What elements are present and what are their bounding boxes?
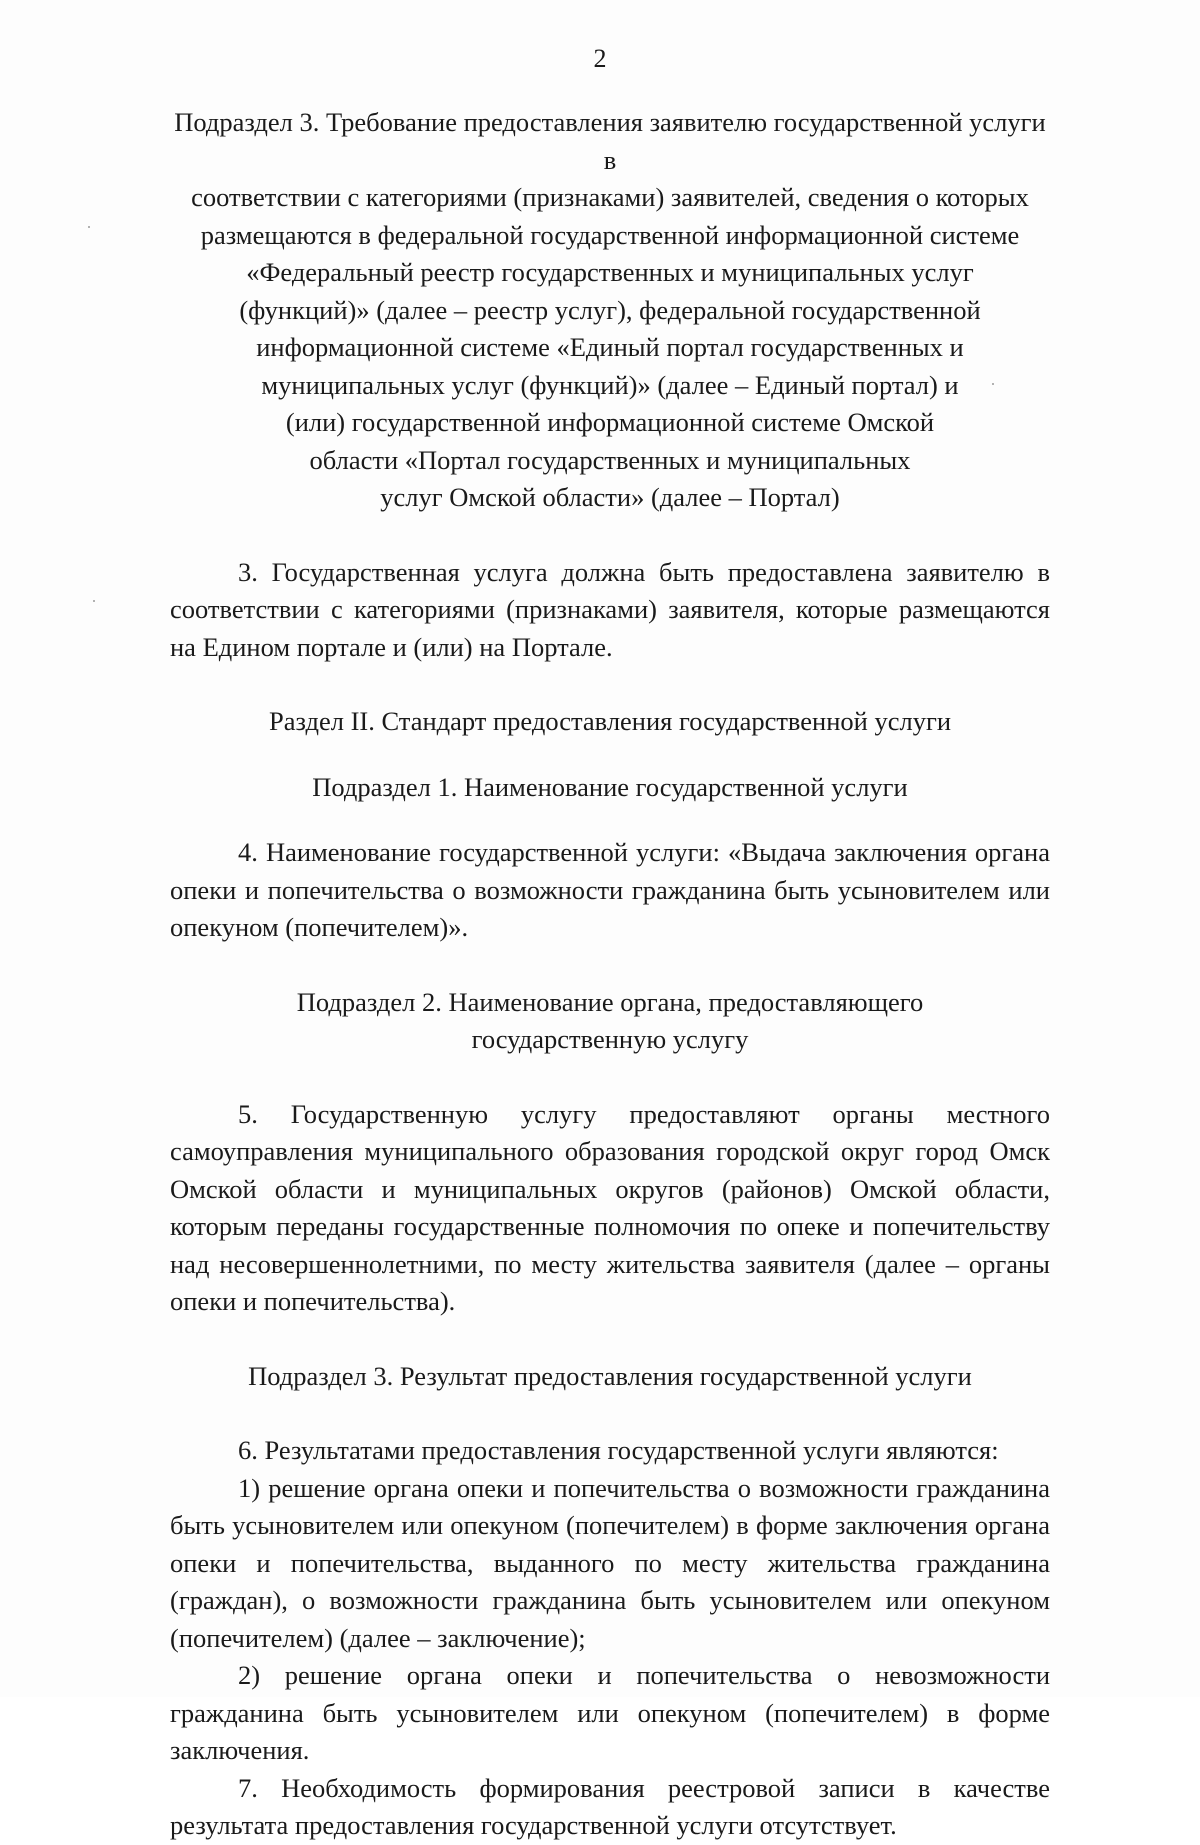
heading-line: размещаются в федеральной государственной информационной системе [200,219,1020,250]
heading-line: информационной системе «Единый портал государственных и [256,332,964,362]
paragraph-6-item-1: 1) решение органа опеки и попечительства о возможности гражданина быть усыновителем или опекуном (попечителем) в форме заключения органа опеки и попечительства, выданного по месту жительства гражданина (граждан), о возможности гражданина быть усыновителем или опекуном (попечителем) (далее – заключение); [170,1472,1050,1653]
subsection-3-requirements-heading [170,104,1050,517]
heading-line: государственную услугу [471,1024,749,1054]
paragraph-6-item-2: 2) решение органа опеки и попечительства о невозможности гражданина быть усыновителем или опекуном (попечителем) в форме заключения. [170,1660,1050,1765]
subsection-3-result-heading: Подраздел 3. Результат предоставления государственной услуги [248,1360,972,1391]
document-body [170,104,1050,1845]
heading-line: (или) государственной информационной системе Омской [285,407,935,437]
heading-line: Подраздел 3. Требование предоставления заявителю государственной услуги в [174,107,1046,175]
paragraph-6: 6. Результатами предоставления государственной услуги являются: [238,1435,999,1465]
paragraph-7: 7. Необходимость формирования реестровой записи в качестве результата предоставления государственной услуги отсутствует. [170,1772,1050,1840]
paragraph-3: 3. Государственная услуга должна быть предоставлена заявителю в соответствии с категориями (признаками) заявителя, которые размещаются на Едином портале и (или) на Портале. [170,556,1050,662]
heading-line: «Федеральный реестр государственных и муниципальных услуг [246,257,974,287]
heading-line: области «Портал государственных и муниципальных [309,444,911,475]
scan-speck [88,226,90,228]
heading-line: услуг Омской области» (далее – Портал) [380,482,840,512]
section-2-heading: Раздел II. Стандарт предоставления государственной услуги [268,706,952,736]
subsection-2-heading [170,984,1050,1059]
paragraph-5: 5. Государственную услугу предоставляют органы местного самоуправления муниципального образования городской округ город Омск Омской области и муниципальных округов (районов) Омской области, которым переданы государственные полномочия по опеке и попечительству над несовершеннолетними, по месту жительства заявителя (далее – органы опеки и попечительства). [170,1098,1050,1316]
subsection-1-heading: Подраздел 1. Наименование государственной услуги [312,771,908,802]
heading-line: соответствии с категориями (признаками) заявителей, сведения о которых [191,182,1029,212]
page-number: 2 [593,44,607,73]
paragraph-4: 4. Наименование государственной услуги: «Выдача заключения органа опеки и попечительства о возможности гражданина быть усыновителем или опекуном (попечителем)». [170,837,1050,942]
heading-line: (функций)» (далее – реестр услуг), федеральной государственной [239,294,981,325]
heading-line: Подраздел 2. Наименование органа, предоставляющего [296,986,924,1017]
heading-line: муниципальных услуг (функций)» (далее – Единый портал) и [261,369,959,400]
scan-speck [93,600,95,602]
